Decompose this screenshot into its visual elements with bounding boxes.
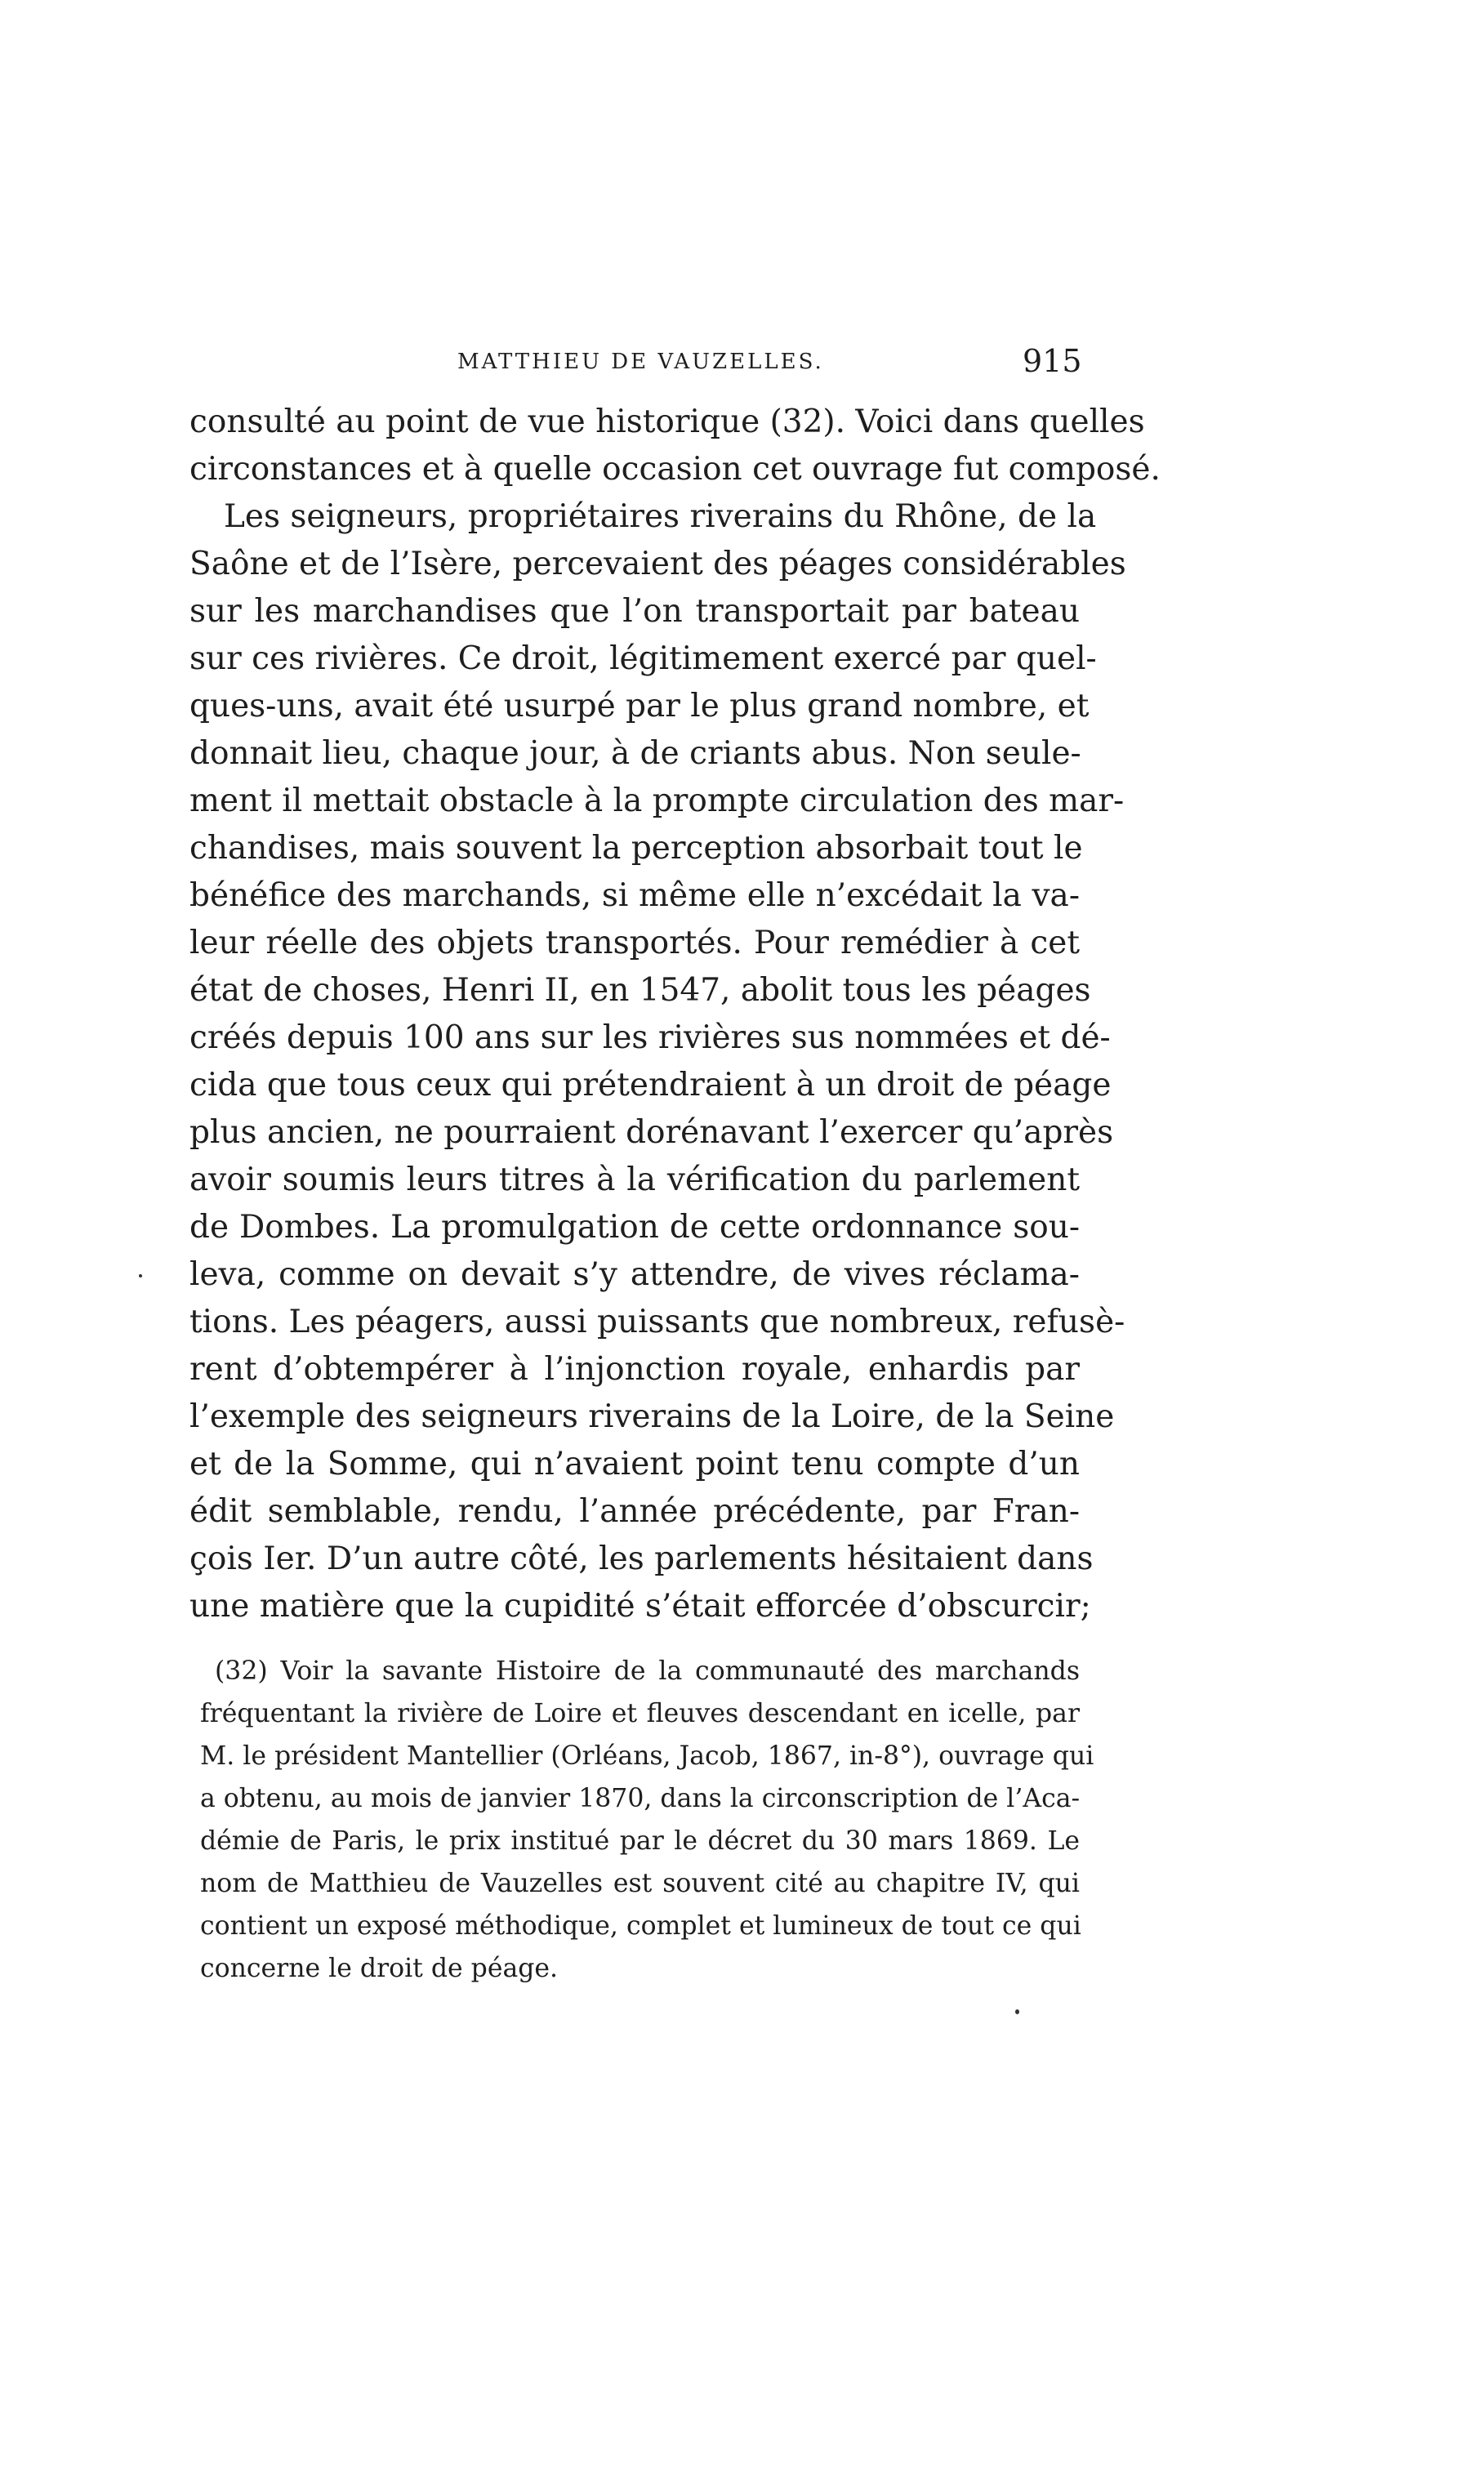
text-line: créés depuis 100 ans sur les rivières sus nommées et dé- bbox=[189, 1019, 1111, 1056]
text-line: plus ancien, ne pourraient dorénavant l’exercer qu’après bbox=[189, 1114, 1114, 1151]
text-line: état de choses, Henri II, en 1547, abolit tous les péages bbox=[189, 972, 1091, 1009]
footnote-block bbox=[200, 1650, 1094, 1990]
text-line: ment il mettait obstacle à la prompte circulation des mar- bbox=[189, 782, 1125, 819]
text-line: une matière que la cupidité s’était efforcée d’obscurcir; bbox=[189, 1588, 1091, 1625]
text-line: édit semblable, rendu, l’année précédente, par Fran- bbox=[189, 1493, 1080, 1530]
text-line: çois Ier. D’un autre côté, les parlements hésitaient dans bbox=[189, 1540, 1094, 1577]
text-line: leva, comme on devait s’y attendre, de vives réclama- bbox=[189, 1256, 1080, 1293]
footnote-line: M. le président Mantellier (Orléans, Jacob, 1867, in-8°), ouvrage qui bbox=[200, 1741, 1094, 1771]
text-line: sur les marchandises que l’on transportait par bateau bbox=[189, 593, 1080, 630]
text-line: leur réelle des objets transportés. Pour remédier à cet bbox=[189, 925, 1080, 961]
text-line: de Dombes. La promulgation de cette ordonnance sou- bbox=[189, 1209, 1080, 1246]
text-line: chandises, mais souvent la perception absorbait tout le bbox=[189, 830, 1083, 867]
text-line: tions. Les péagers, aussi puissants que nombreux, refusè- bbox=[189, 1304, 1125, 1340]
running-title: MATTHIEU DE VAUZELLES. bbox=[457, 350, 824, 374]
footnote-line: concerne le droit de péage. bbox=[200, 1954, 559, 1983]
footnote-line: contient un exposé méthodique, complet et lumineux de tout ce qui bbox=[200, 1911, 1081, 1941]
text-line: rent d’obtempérer à l’injonction royale, enhardis par bbox=[189, 1351, 1080, 1388]
text-line: et de la Somme, qui n’avaient point tenu compte d’un bbox=[189, 1446, 1080, 1482]
footnote-line: fréquentant la rivière de Loire et fleuves descendant en icelle, par bbox=[200, 1699, 1080, 1728]
footnote-line: nom de Matthieu de Vauzelles est souvent cité au chapitre IV, qui bbox=[200, 1869, 1080, 1898]
text-line: sur ces rivières. Ce droit, légitimement exercé par quel- bbox=[189, 640, 1097, 677]
main-text bbox=[189, 399, 1161, 1630]
page-number: 915 bbox=[1023, 343, 1082, 379]
ink-speck bbox=[1015, 2009, 1019, 2014]
footnote-line: démie de Paris, le prix institué par le décret du 30 mars 1869. Le bbox=[200, 1826, 1080, 1856]
ink-speck bbox=[139, 1274, 142, 1277]
text-line: Les seigneurs, propriétaires riverains du Rhône, de la bbox=[224, 498, 1097, 535]
text-line: l’exemple des seigneurs riverains de la Loire, de la Seine bbox=[189, 1398, 1115, 1435]
text-line: avoir soumis leurs titres à la vérification du parlement bbox=[189, 1161, 1080, 1198]
text-line: circonstances et à quelle occasion cet ouvrage fut composé. bbox=[189, 451, 1161, 488]
text-line: ques-uns, avait été usurpé par le plus grand nombre, et bbox=[189, 688, 1090, 725]
text-line: bénéfice des marchands, si même elle n’excédait la va- bbox=[189, 877, 1080, 914]
footnote-line: (32) Voir la savante Histoire de la communauté des marchands bbox=[215, 1656, 1080, 1686]
text-line: donnait lieu, chaque jour, à de criants abus. Non seule- bbox=[189, 735, 1081, 772]
text-line: consulté au point de vue historique (32). Voici dans quelles bbox=[189, 404, 1145, 440]
footnote-line: a obtenu, au mois de janvier 1870, dans la circonscription de l’Aca- bbox=[200, 1784, 1081, 1813]
text-line: Saône et de l’Isère, percevaient des péages considérables bbox=[189, 546, 1126, 582]
text-line: cida que tous ceux qui prétendraient à un droit de péage bbox=[189, 1067, 1112, 1104]
